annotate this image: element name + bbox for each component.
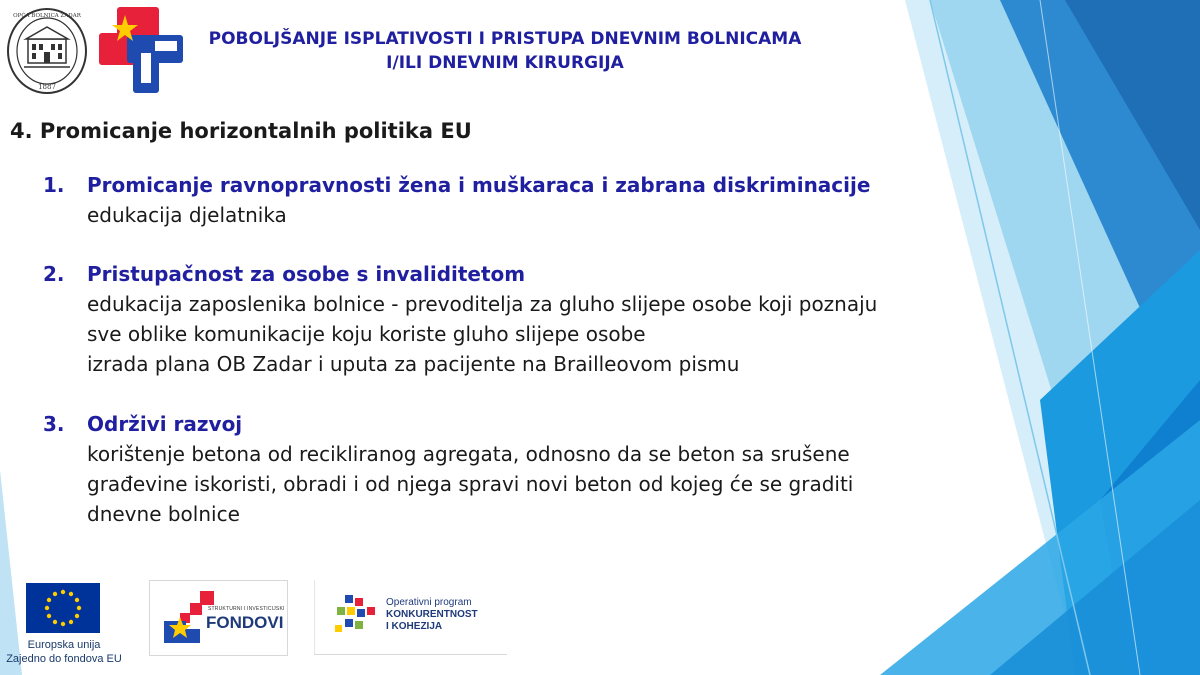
list-item-title: Promicanje ravnopravnosti žena i muškaraca i zabrana diskriminacije bbox=[87, 173, 871, 197]
eu-caption-line-2: Zajedno do fondova EU bbox=[6, 653, 122, 665]
list-item-line: korištenje betona od recikliranog agregata, odnosno da se beton sa srušene bbox=[87, 442, 850, 466]
list-item-number: 2. bbox=[43, 262, 65, 286]
page-title-line-1: POBOLJŠANJE ISPLATIVOSTI I PRISTUPA DNEVNIM BOLNICAMA bbox=[208, 29, 802, 49]
list-item-line: edukacija zaposlenika bolnice - prevoditelja za gluho slijepe osobe koji poznaju bbox=[87, 292, 878, 316]
list-item-body bbox=[87, 289, 877, 379]
eu-logo bbox=[0, 578, 128, 672]
hospital-seal-icon bbox=[6, 7, 88, 95]
list-item-line: sve oblike komunikacije koju koriste gluho slijepe osobe bbox=[87, 322, 646, 346]
op-caption-line-1: Operativni program bbox=[386, 597, 472, 608]
fondovi-logo bbox=[149, 580, 288, 656]
list-item-body bbox=[87, 439, 853, 529]
eu-flag-icon bbox=[26, 583, 100, 633]
svg-text:1887: 1887 bbox=[38, 83, 56, 91]
list-item-title: Održivi razvoj bbox=[87, 412, 243, 436]
svg-text:OPĆA BOLNICA ZADAR: OPĆA BOLNICA ZADAR bbox=[13, 13, 81, 19]
list-item-line: izrada plana OB Zadar i uputa za pacijente na Brailleovom pismu bbox=[87, 352, 740, 376]
page-title-line-2: I/ILI DNEVNIM KIRURGIJA bbox=[386, 53, 624, 73]
fondovi-title: FONDOVI bbox=[206, 613, 284, 632]
section-heading: 4. Promicanje horizontalnih politika EU bbox=[10, 119, 472, 143]
list-item-number: 1. bbox=[43, 173, 65, 197]
fondovi-subtitle: STRUKTURNI I INVESTICIJSKI bbox=[208, 606, 285, 612]
list-item-title: Pristupačnost za osobe s invaliditetom bbox=[87, 262, 526, 286]
op-caption-line-2: KONKURENTNOST bbox=[386, 609, 478, 620]
list-item-line: dnevne bolnice bbox=[87, 502, 240, 526]
list-item-line: građevine iskoristi, obradi i od njega spravi novi beton od kojeg će se graditi bbox=[87, 472, 854, 496]
op-caption bbox=[386, 597, 478, 633]
list-item-number: 3. bbox=[43, 412, 65, 436]
list-item-line: edukacija djelatnika bbox=[87, 203, 287, 227]
eu-caption bbox=[0, 638, 128, 666]
eu-caption-line-1: Europska unija bbox=[27, 639, 101, 651]
list-item-body bbox=[87, 200, 287, 230]
medical-cross-icon bbox=[97, 5, 189, 95]
op-logo bbox=[314, 580, 507, 655]
page-title bbox=[200, 27, 810, 75]
op-mosaic-icon bbox=[335, 595, 381, 637]
op-caption-line-3: I KOHEZIJA bbox=[386, 621, 443, 632]
